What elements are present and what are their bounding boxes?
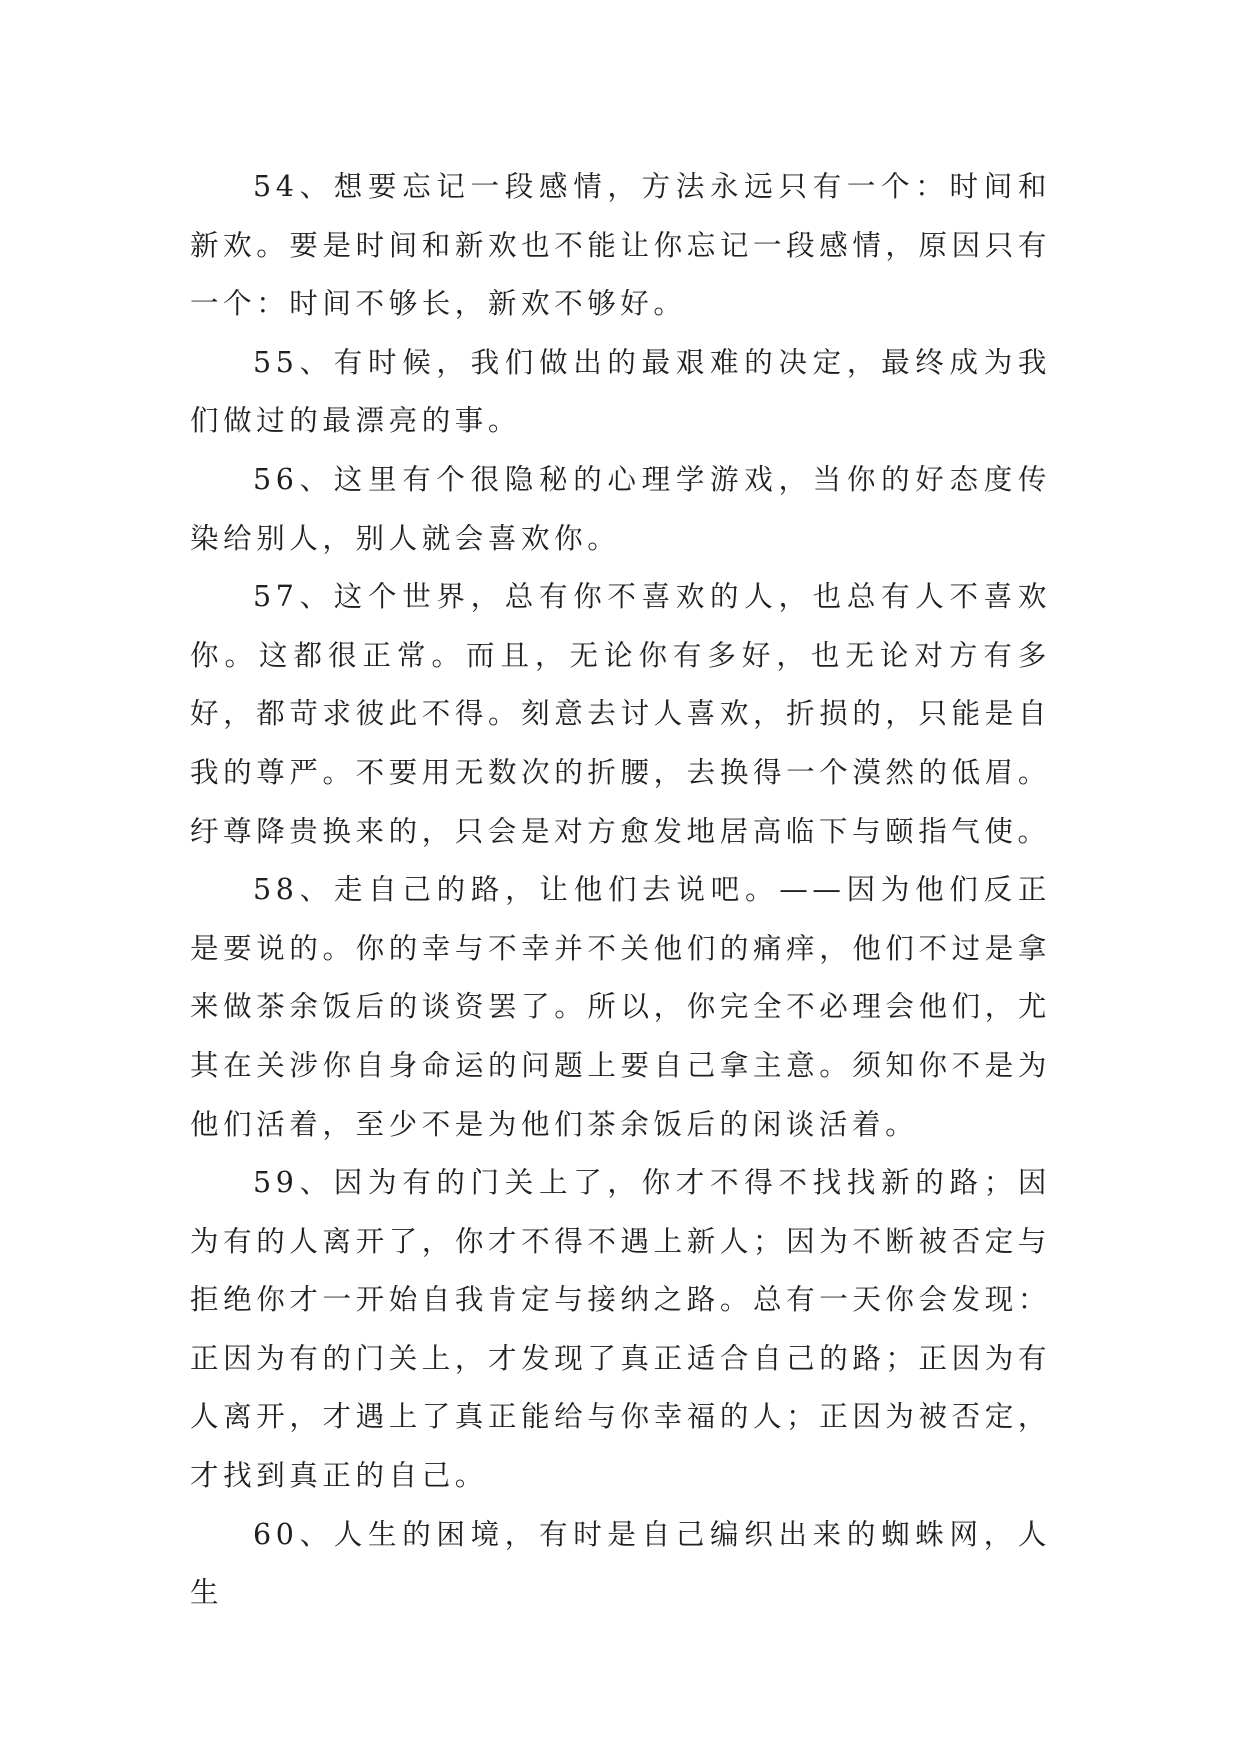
paragraph-54: 54、想要忘记一段感情，方法永远只有一个：时间和新欢。要是时间和新欢也不能让你忘记一段感情，原因只有一个：时间不够长，新欢不够好。 [190,170,1051,321]
paragraph-57: 57、这个世界，总有你不喜欢的人，也总有人不喜欢你。这都很正常。而且，无论你有多好，也无论对方有多好，都苛求彼此不得。刻意去讨人喜欢，折损的，只能是自我的尊严。不要用无数次的折腰，去换得一个漠然的低眉。纡尊降贵换来的，只会是对方愈发地居高临下与颐指气使。 [190,580,1051,848]
paragraph-56: 56、这里有个很隐秘的心理学游戏，当你的好态度传染给别人，别人就会喜欢你。 [190,462,1051,555]
paragraph-55: 55、有时候，我们做出的最艰难的决定，最终成为我们做过的最漂亮的事。 [190,345,1051,438]
paragraph-60: 60、人生的困境，有时是自己编织出来的蜘蛛网，人生 [190,1517,1051,1610]
document-body [190,158,1051,1623]
paragraph-59: 59、因为有的门关上了，你才不得不找找新的路；因为有的人离开了，你才不得不遇上新人；因为不断被否定与拒绝你才一开始自我肯定与接纳之路。总有一天你会发现：正因为有的门关上，才发现了真正适合自己的路；正因为有人离开，才遇上了真正能给与你幸福的人；正因为被否定，才找到真正的自己。 [190,1166,1051,1493]
paragraph-58: 58、走自己的路，让他们去说吧。——因为他们反正是要说的。你的幸与不幸并不关他们的痛痒，他们不过是拿来做茶余饭后的谈资罢了。所以，你完全不必理会他们，尤其在关涉你自身命运的问题上要自己拿主意。须知你不是为他们活着，至少不是为他们茶余饭后的闲谈活着。 [190,873,1051,1141]
